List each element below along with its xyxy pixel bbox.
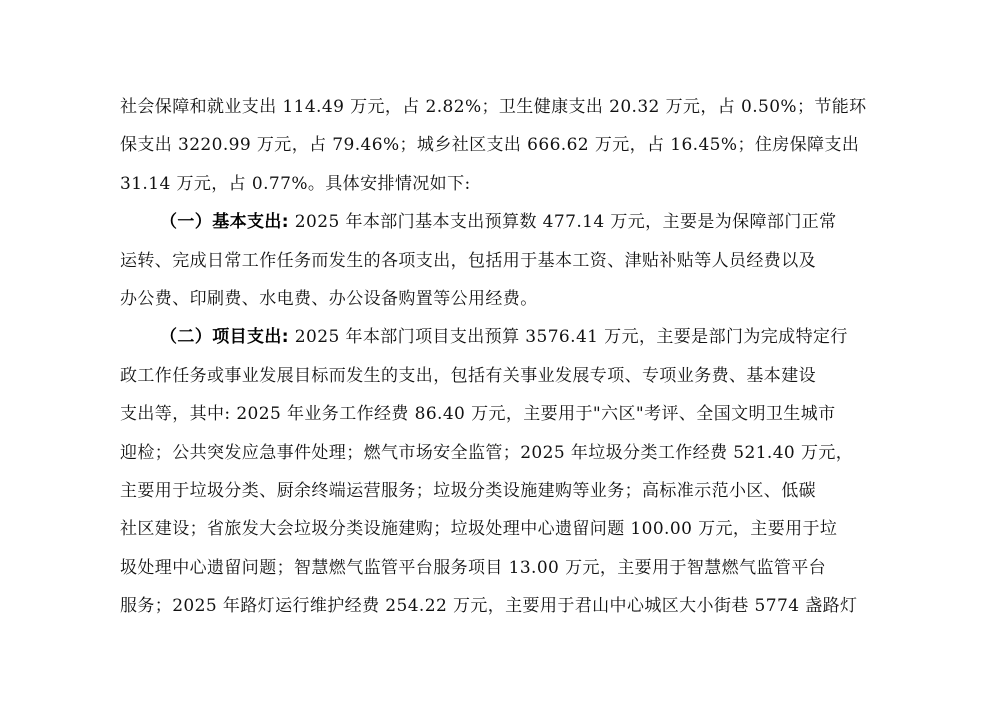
- paragraph-line: 支出等，其中: 2025 年业务工作经费 86.40 万元，主要用于"六区"考评、全国文明卫生城市: [120, 404, 836, 425]
- document-body: [120, 88, 880, 625]
- paragraph-line: 服务；2025 年路灯运行维护经费 254.22 万元，主要用于君山中心城区大小街巷 5774 盏路灯: [120, 596, 858, 617]
- paragraph-text: 2025 年本部门基本支出预算数 477.14 万元，主要是为保障部门正常: [289, 212, 837, 233]
- paragraph-line: 保支出 3220.99 万元，占 79.46%；城乡社区支出 666.62 万元，占 16.45%；住房保障支出: [120, 135, 860, 156]
- paragraph-line: 社区建设；省旅发大会垃圾分类设施建购；垃圾处理中心遗留问题 100.00 万元，主要用于垃: [120, 519, 838, 540]
- paragraph-line: 主要用于垃圾分类、厨余终端运营服务；垃圾分类设施建购等业务；高标准示范小区、低碳: [120, 480, 816, 501]
- paragraph-line: 社会保障和就业支出 114.49 万元，占 2.82%；卫生健康支出 20.32 万元，占 0.50%；节能环: [120, 97, 867, 117]
- paragraph-line: 31.14 万元，占 0.77%。具体安排情况如下:: [120, 173, 471, 194]
- section-heading-basic: （一）基本支出:: [160, 212, 289, 233]
- paragraph-line: 圾处理中心遗留问题；智慧燃气监管平台服务项目 13.00 万元，主要用于智慧燃气监管平台: [120, 557, 827, 578]
- section-project-expenditure: [120, 318, 880, 356]
- paragraph-text: 2025 年本部门项目支出预算 3576.41 万元，主要是部门为完成特定行: [289, 327, 848, 348]
- section-heading-project: （二）项目支出:: [160, 327, 289, 348]
- paragraph-line: 迎检；公共突发应急事件处理；燃气市场安全监管；2025 年垃圾分类工作经费 521.40 万元，: [120, 442, 854, 463]
- paragraph-line: 政工作任务或事业发展目标而发生的支出，包括有关事业发展专项、专项业务费、基本建设: [120, 365, 816, 386]
- paragraph-line: 运转、完成日常工作任务而发生的各项支出，包括用于基本工资、津贴补贴等人员经费以及: [120, 250, 816, 271]
- paragraph-line: 办公费、印刷费、水电费、办公设备购置等公用经费。: [120, 288, 538, 309]
- section-basic-expenditure: [120, 203, 880, 241]
